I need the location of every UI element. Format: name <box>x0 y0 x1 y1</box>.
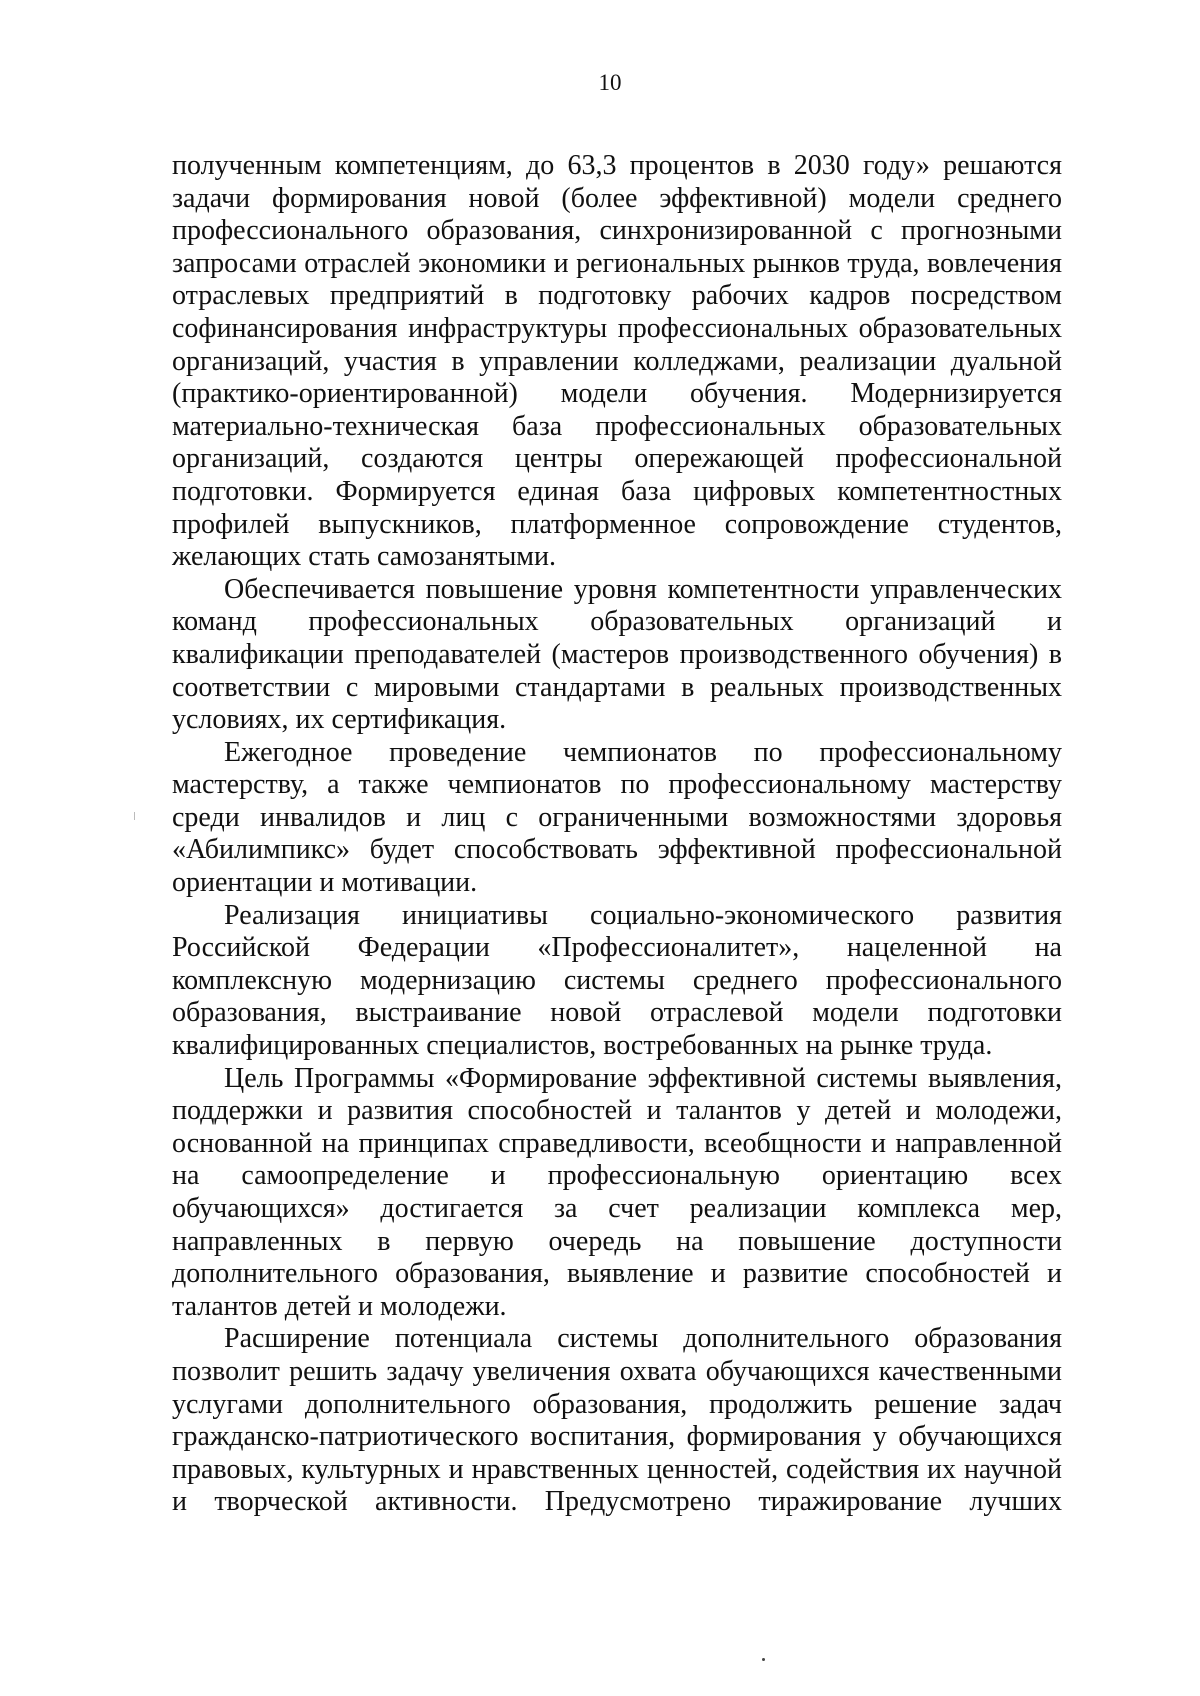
paragraph-6: Расширение потенциала системы дополнительного образования позволит решить задачу увеличения охвата обучающихся качественными услугами дополнительного образования, продолжить решение задач гражданско-патриотического воспитания, формирования у обучающихся правовых, культурных и нравственных ценностей, содействия их научной и творческой активности. Предусмотрено тиражирование лучших <box>172 1323 1062 1518</box>
paragraph-2: Обеспечивается повышение уровня компетентности управленческих команд профессиональных образовательных организаций и квалификации преподавателей (мастеров производственного обучения) в соответствии с мировыми стандартами в реальных производственных условиях, их сертификация. <box>172 573 1062 736</box>
paragraph-4: Реализация инициативы социально-экономического развития Российской Федерации «Профессионалитет», нацеленной на комплексную модернизацию системы среднего профессионального образования, выстраивание новой отраслевой модели подготовки квалифицированных специалистов, востребованных на рынке труда. <box>172 899 1062 1062</box>
document-body <box>172 150 1062 1519</box>
scan-speck <box>762 1658 765 1661</box>
paragraph-3: Ежегодное проведение чемпионатов по профессиональному мастерству, а также чемпионатов по профессиональному мастерству среди инвалидов и лиц с ограниченными возможностями здоровья «Абилимпикс» будет способствовать эффективной профессиональной ориентации и мотивации. <box>172 736 1062 899</box>
paragraph-1: полученным компетенциям, до 63,3 процентов в 2030 году» решаются задачи формирования новой (более эффективной) модели среднего профессионального образования, синхронизированной с прогнозными запросами отраслей экономики и региональных рынков труда, вовлечения отраслевых предприятий в подготовку рабочих кадров посредством софинансирования инфраструктуры профессиональных образовательных организаций, участия в управлении колледжами, реализации дуальной (практико-ориентированной) модели обучения. Модернизируется материально-техническая база профессиональных образовательных организаций, создаются центры опережающей профессиональной подготовки. Формируется единая база цифровых компетентностных профилей выпускников, платформенное сопровождение студентов, желающих стать самозанятыми. <box>172 150 1062 573</box>
paragraph-5: Цель Программы «Формирование эффективной системы выявления, поддержки и развития способностей и талантов у детей и молодежи, основанной на принципах справедливости, всеобщности и направленной на самоопределение и профессиональную ориентацию всех обучающихся» достигается за счет реализации комплекса мер, направленных в первую очередь на повышение доступности дополнительного образования, выявление и развитие способностей и талантов детей и молодежи. <box>172 1062 1062 1322</box>
margin-scan-mark <box>134 812 135 820</box>
page-number: 10 <box>598 70 622 95</box>
